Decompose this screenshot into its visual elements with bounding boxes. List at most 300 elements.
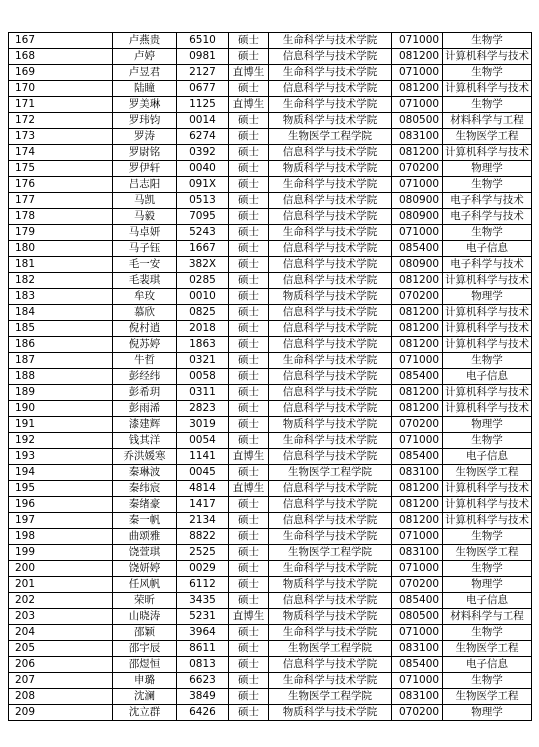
major-name: 计算机科学与技术 [443,321,532,337]
id-suffix: 2525 [177,545,229,561]
id-suffix: 0285 [177,273,229,289]
school-name: 物质科学与技术学院 [269,417,392,433]
row-number: 174 [9,145,113,161]
school-name: 信息科学与技术学院 [269,337,392,353]
row-number: 185 [9,321,113,337]
student-name: 牛哲 [113,353,177,369]
row-number: 176 [9,177,113,193]
student-name: 申璐 [113,673,177,689]
major-name: 生物学 [443,625,532,641]
student-name: 马凯 [113,193,177,209]
student-name: 沈立群 [113,705,177,721]
table-row [9,465,532,481]
id-suffix: 1863 [177,337,229,353]
school-name: 信息科学与技术学院 [269,513,392,529]
major-code: 071000 [392,673,443,689]
student-name: 任风帆 [113,577,177,593]
school-name: 信息科学与技术学院 [269,321,392,337]
id-suffix: 1141 [177,449,229,465]
major-name: 生物学 [443,33,532,49]
school-name: 信息科学与技术学院 [269,497,392,513]
school-name: 生物医学工程学院 [269,465,392,481]
major-code: 080900 [392,257,443,273]
id-suffix: 6112 [177,577,229,593]
major-name: 生物学 [443,561,532,577]
row-number: 187 [9,353,113,369]
major-code: 071000 [392,177,443,193]
school-name: 生命科学与技术学院 [269,33,392,49]
major-name: 电子信息 [443,593,532,609]
row-number: 175 [9,161,113,177]
degree-type: 直博生 [229,97,269,113]
row-number: 208 [9,689,113,705]
degree-type: 直博生 [229,65,269,81]
id-suffix: 3019 [177,417,229,433]
school-name: 信息科学与技术学院 [269,369,392,385]
major-code: 083100 [392,465,443,481]
table-row [9,177,532,193]
degree-type: 硕士 [229,465,269,481]
student-name: 牟玫 [113,289,177,305]
table-body [9,33,532,721]
student-name: 倪村逍 [113,321,177,337]
row-number: 191 [9,417,113,433]
school-name: 信息科学与技术学院 [269,209,392,225]
school-name: 信息科学与技术学院 [269,305,392,321]
school-name: 信息科学与技术学院 [269,257,392,273]
row-number: 179 [9,225,113,241]
id-suffix: 0040 [177,161,229,177]
row-number: 188 [9,369,113,385]
table-row [9,273,532,289]
row-number: 168 [9,49,113,65]
id-suffix: 6623 [177,673,229,689]
major-name: 电子科学与技术 [443,257,532,273]
major-code: 071000 [392,353,443,369]
major-name: 物理学 [443,577,532,593]
degree-type: 硕士 [229,305,269,321]
major-code: 081200 [392,273,443,289]
degree-type: 硕士 [229,545,269,561]
major-name: 计算机科学与技术 [443,401,532,417]
major-name: 电子信息 [443,369,532,385]
major-code: 071000 [392,97,443,113]
degree-type: 硕士 [229,289,269,305]
table-row [9,705,532,721]
table-row [9,657,532,673]
table-row [9,113,532,129]
major-name: 生物学 [443,433,532,449]
major-code: 081200 [392,497,443,513]
id-suffix: 3435 [177,593,229,609]
table-row [9,385,532,401]
major-name: 计算机科学与技术 [443,385,532,401]
row-number: 200 [9,561,113,577]
school-name: 信息科学与技术学院 [269,193,392,209]
major-name: 生物学 [443,673,532,689]
degree-type: 硕士 [229,209,269,225]
degree-type: 硕士 [229,529,269,545]
school-name: 生命科学与技术学院 [269,625,392,641]
row-number: 190 [9,401,113,417]
row-number: 180 [9,241,113,257]
student-name: 彭希玥 [113,385,177,401]
major-code: 085400 [392,369,443,385]
student-name: 秦琳波 [113,465,177,481]
admission-list-table [8,32,532,721]
school-name: 信息科学与技术学院 [269,657,392,673]
major-name: 电子科学与技术 [443,193,532,209]
school-name: 信息科学与技术学院 [269,273,392,289]
row-number: 182 [9,273,113,289]
row-number: 177 [9,193,113,209]
major-code: 070200 [392,417,443,433]
id-suffix: 3964 [177,625,229,641]
table-row [9,193,532,209]
id-suffix: 0058 [177,369,229,385]
student-name: 罗伊轩 [113,161,177,177]
student-name: 毛裴琪 [113,273,177,289]
major-name: 计算机科学与技术 [443,497,532,513]
school-name: 物质科学与技术学院 [269,113,392,129]
student-name: 马毅 [113,209,177,225]
major-code: 081200 [392,81,443,97]
major-code: 081200 [392,321,443,337]
student-name: 罗美琳 [113,97,177,113]
row-number: 207 [9,673,113,689]
major-code: 070200 [392,705,443,721]
table-row [9,257,532,273]
student-name: 倪苏婷 [113,337,177,353]
table-row [9,529,532,545]
id-suffix: 0014 [177,113,229,129]
id-suffix: 5243 [177,225,229,241]
table-row [9,97,532,113]
school-name: 生物医学工程学院 [269,129,392,145]
degree-type: 硕士 [229,33,269,49]
major-code: 081200 [392,145,443,161]
school-name: 生命科学与技术学院 [269,673,392,689]
major-code: 071000 [392,529,443,545]
table-row [9,433,532,449]
row-number: 189 [9,385,113,401]
table-row [9,81,532,97]
major-code: 070200 [392,577,443,593]
degree-type: 硕士 [229,401,269,417]
major-name: 生物医学工程 [443,545,532,561]
student-name: 慕欣 [113,305,177,321]
major-name: 计算机科学与技术 [443,49,532,65]
school-name: 生命科学与技术学院 [269,529,392,545]
school-name: 生命科学与技术学院 [269,65,392,81]
degree-type: 硕士 [229,193,269,209]
row-number: 181 [9,257,113,273]
degree-type: 硕士 [229,577,269,593]
table-row [9,369,532,385]
major-code: 071000 [392,65,443,81]
table-row [9,33,532,49]
id-suffix: 0311 [177,385,229,401]
student-name: 罗玮钧 [113,113,177,129]
major-name: 生物学 [443,529,532,545]
row-number: 196 [9,497,113,513]
major-name: 生物医学工程 [443,689,532,705]
major-name: 生物学 [443,97,532,113]
major-name: 电子科学与技术 [443,209,532,225]
student-name: 沈澜 [113,689,177,705]
degree-type: 硕士 [229,273,269,289]
degree-type: 硕士 [229,145,269,161]
row-number: 186 [9,337,113,353]
degree-type: 硕士 [229,225,269,241]
student-name: 卢燕贵 [113,33,177,49]
id-suffix: 091X [177,177,229,193]
id-suffix: 3849 [177,689,229,705]
major-name: 材料科学与工程 [443,609,532,625]
table-row [9,641,532,657]
school-name: 信息科学与技术学院 [269,49,392,65]
id-suffix: 2823 [177,401,229,417]
row-number: 197 [9,513,113,529]
school-name: 信息科学与技术学院 [269,593,392,609]
student-name: 卢婷 [113,49,177,65]
major-name: 生物学 [443,65,532,81]
student-name: 陆瞳 [113,81,177,97]
id-suffix: 0010 [177,289,229,305]
major-code: 083100 [392,129,443,145]
major-name: 计算机科学与技术 [443,481,532,497]
degree-type: 硕士 [229,689,269,705]
major-name: 生物学 [443,177,532,193]
table-row [9,209,532,225]
id-suffix: 1417 [177,497,229,513]
student-name: 邵宇辰 [113,641,177,657]
id-suffix: 0813 [177,657,229,673]
major-code: 081200 [392,401,443,417]
table-row [9,561,532,577]
id-suffix: 0054 [177,433,229,449]
degree-type: 硕士 [229,561,269,577]
major-code: 081200 [392,49,443,65]
major-code: 085400 [392,449,443,465]
table-row [9,609,532,625]
major-name: 物理学 [443,161,532,177]
id-suffix: 0825 [177,305,229,321]
degree-type: 硕士 [229,593,269,609]
degree-type: 硕士 [229,513,269,529]
major-name: 计算机科学与技术 [443,273,532,289]
row-number: 205 [9,641,113,657]
id-suffix: 0677 [177,81,229,97]
student-name: 吕志阳 [113,177,177,193]
id-suffix: 2134 [177,513,229,529]
row-number: 209 [9,705,113,721]
degree-type: 硕士 [229,161,269,177]
major-code: 081200 [392,481,443,497]
table-row [9,577,532,593]
table-row [9,545,532,561]
school-name: 生命科学与技术学院 [269,97,392,113]
school-name: 生物医学工程学院 [269,689,392,705]
school-name: 生物医学工程学院 [269,641,392,657]
table-row [9,321,532,337]
major-code: 071000 [392,225,443,241]
id-suffix: 0513 [177,193,229,209]
major-name: 电子信息 [443,449,532,465]
major-code: 083100 [392,641,443,657]
table-row [9,225,532,241]
row-number: 198 [9,529,113,545]
degree-type: 硕士 [229,641,269,657]
major-code: 080500 [392,609,443,625]
major-name: 计算机科学与技术 [443,145,532,161]
student-name: 秦绪豪 [113,497,177,513]
school-name: 信息科学与技术学院 [269,449,392,465]
student-name: 秦一帆 [113,513,177,529]
student-name: 罗尉铭 [113,145,177,161]
id-suffix: 0981 [177,49,229,65]
table-row [9,593,532,609]
row-number: 206 [9,657,113,673]
id-suffix: 0321 [177,353,229,369]
major-code: 085400 [392,657,443,673]
row-number: 170 [9,81,113,97]
table-row [9,625,532,641]
row-number: 183 [9,289,113,305]
major-code: 081200 [392,513,443,529]
row-number: 169 [9,65,113,81]
major-code: 083100 [392,689,443,705]
major-name: 材料科学与工程 [443,113,532,129]
major-name: 电子信息 [443,657,532,673]
major-name: 生物医学工程 [443,129,532,145]
degree-type: 硕士 [229,433,269,449]
row-number: 193 [9,449,113,465]
id-suffix: 5231 [177,609,229,625]
major-name: 生物学 [443,225,532,241]
major-code: 070200 [392,161,443,177]
id-suffix: 1125 [177,97,229,113]
school-name: 物质科学与技术学院 [269,289,392,305]
major-name: 生物医学工程 [443,641,532,657]
row-number: 178 [9,209,113,225]
degree-type: 硕士 [229,257,269,273]
major-name: 物理学 [443,417,532,433]
row-number: 195 [9,481,113,497]
student-name: 钱其洋 [113,433,177,449]
major-name: 计算机科学与技术 [443,513,532,529]
school-name: 信息科学与技术学院 [269,385,392,401]
table-row [9,513,532,529]
major-name: 计算机科学与技术 [443,81,532,97]
table-row [9,337,532,353]
degree-type: 硕士 [229,337,269,353]
table-row [9,305,532,321]
row-number: 199 [9,545,113,561]
degree-type: 直博生 [229,481,269,497]
student-name: 秦纬宸 [113,481,177,497]
student-name: 邵颖 [113,625,177,641]
major-code: 085400 [392,241,443,257]
major-name: 电子信息 [443,241,532,257]
major-code: 080500 [392,113,443,129]
school-name: 生物医学工程学院 [269,545,392,561]
degree-type: 硕士 [229,81,269,97]
student-name: 毛一安 [113,257,177,273]
major-code: 081200 [392,385,443,401]
major-name: 计算机科学与技术 [443,337,532,353]
id-suffix: 0392 [177,145,229,161]
id-suffix: 7095 [177,209,229,225]
school-name: 信息科学与技术学院 [269,481,392,497]
table-row [9,401,532,417]
table-row [9,289,532,305]
major-code: 071000 [392,561,443,577]
school-name: 物质科学与技术学院 [269,577,392,593]
id-suffix: 1667 [177,241,229,257]
degree-type: 硕士 [229,369,269,385]
degree-type: 硕士 [229,129,269,145]
id-suffix: 6510 [177,33,229,49]
major-name: 物理学 [443,705,532,721]
degree-type: 硕士 [229,49,269,65]
table-row [9,49,532,65]
id-suffix: 0029 [177,561,229,577]
degree-type: 直博生 [229,449,269,465]
student-name: 彭雨浠 [113,401,177,417]
major-name: 计算机科学与技术 [443,305,532,321]
row-number: 172 [9,113,113,129]
major-code: 071000 [392,433,443,449]
school-name: 物质科学与技术学院 [269,161,392,177]
major-code: 083100 [392,545,443,561]
school-name: 信息科学与技术学院 [269,401,392,417]
id-suffix: 8822 [177,529,229,545]
table-row [9,417,532,433]
table-row [9,353,532,369]
student-name: 罗涛 [113,129,177,145]
major-code: 085400 [392,593,443,609]
id-suffix: 6274 [177,129,229,145]
table-row [9,161,532,177]
degree-type: 硕士 [229,353,269,369]
id-suffix: 2018 [177,321,229,337]
degree-type: 硕士 [229,673,269,689]
row-number: 194 [9,465,113,481]
school-name: 生命科学与技术学院 [269,353,392,369]
table-row [9,481,532,497]
major-code: 081200 [392,337,443,353]
student-name: 荣昕 [113,593,177,609]
table-row [9,241,532,257]
id-suffix: 4814 [177,481,229,497]
row-number: 203 [9,609,113,625]
major-name: 物理学 [443,289,532,305]
student-name: 马子钰 [113,241,177,257]
school-name: 信息科学与技术学院 [269,81,392,97]
id-suffix: 382X [177,257,229,273]
student-name: 乔洪媛寒 [113,449,177,465]
row-number: 202 [9,593,113,609]
table-row [9,129,532,145]
school-name: 生命科学与技术学院 [269,561,392,577]
table-row [9,65,532,81]
degree-type: 硕士 [229,625,269,641]
row-number: 192 [9,433,113,449]
degree-type: 硕士 [229,657,269,673]
id-suffix: 6426 [177,705,229,721]
degree-type: 硕士 [229,113,269,129]
